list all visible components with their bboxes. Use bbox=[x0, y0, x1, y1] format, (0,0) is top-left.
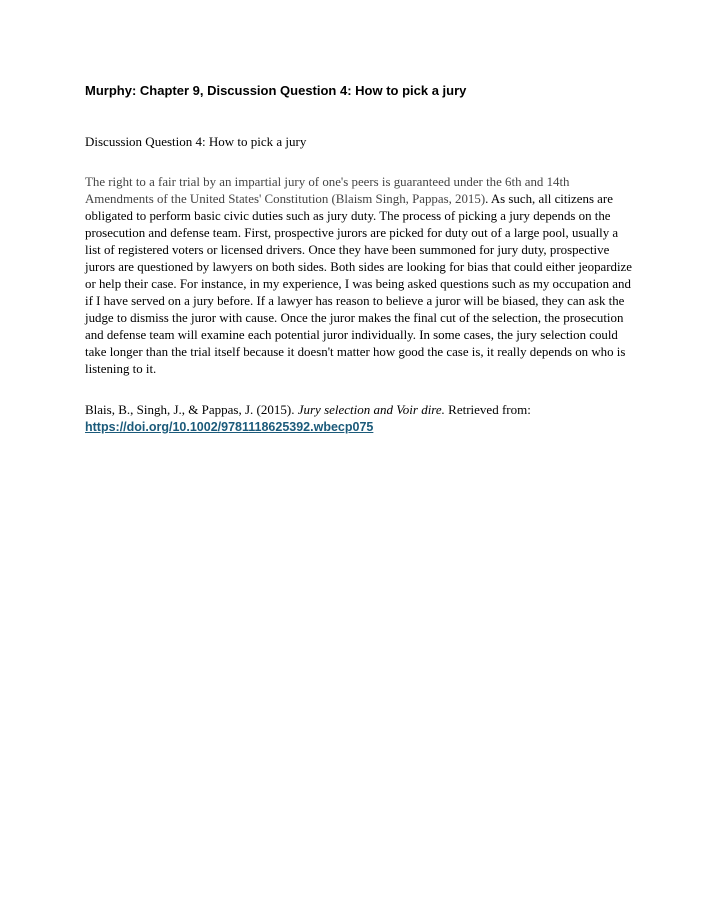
body-intro-text: The right to a fair trial by an impartial jury of one's peers is guaranteed under the 6th and 14th Amendments of the United States' Constitution (Blaism Singh, Pappas, 2015) bbox=[85, 175, 570, 206]
reference-authors: Blais, B., Singh, J., & Pappas, J. (2015). bbox=[85, 402, 298, 417]
reference-doi-link[interactable]: https://doi.org/10.1002/9781118625392.wbecp075 bbox=[85, 420, 374, 434]
discussion-subheading: Discussion Question 4: How to pick a jury bbox=[85, 134, 307, 149]
reference-retrieved: Retrieved from: bbox=[444, 402, 531, 417]
reference-title: Jury selection and Voir dire. bbox=[297, 402, 445, 417]
reference-entry bbox=[85, 401, 645, 436]
discussion-body bbox=[85, 174, 633, 378]
document-title: Murphy: Chapter 9, Discussion Question 4: How to pick a jury bbox=[85, 83, 467, 98]
body-rest-text: . As such, all citizens are obligated to perform basic civic duties such as jury duty. The process of picking a jury depends on the prosecution and defense team. First, prospective jurors are picked for duty out of a large pool, usually a list of registered voters or licensed drivers. Once they have been summoned for jury duty, prospective jurors are questioned by lawyers on both sides. Both sides are looking for bias that could either jeopardize or help their case. For instance, in my experience, I was being asked questions such as my occupation and if I have served on a jury before. If a lawyer has reason to believe a juror will be biased, they can ask the judge to dismiss the juror with cause. Once the juror makes the final cut of the selection, the prosecution and defense team will examine each potential juror individually. In some cases, the jury selection could take longer than the trial itself because it doesn't matter how good the case is, it really depends on who is listening to it. bbox=[85, 192, 632, 376]
